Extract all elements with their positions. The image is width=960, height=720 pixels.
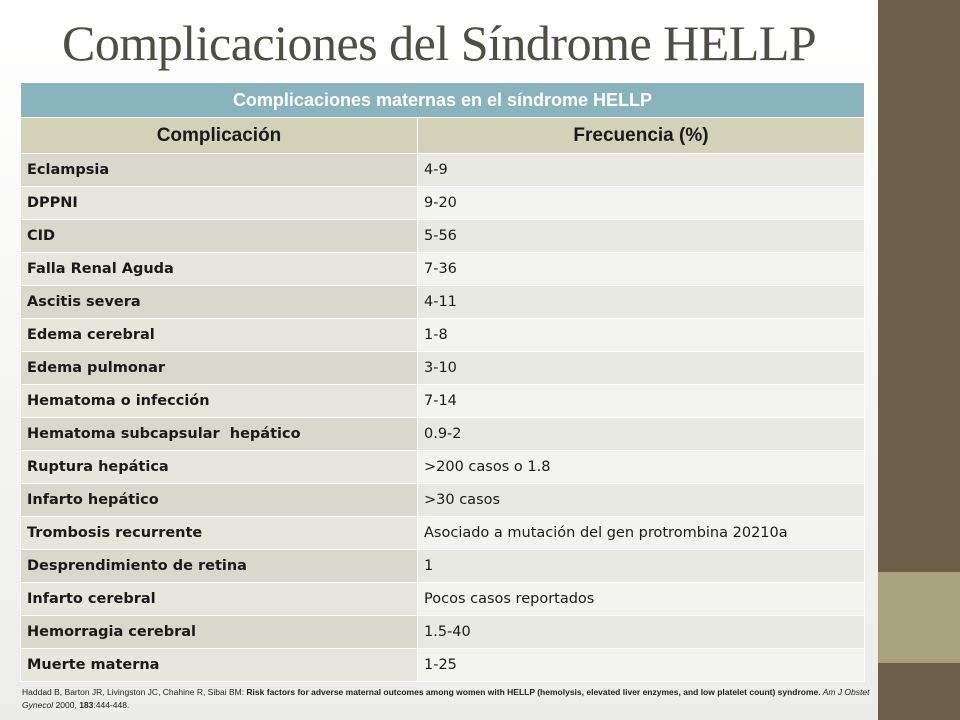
table-row xyxy=(21,286,865,319)
citation-article-title: Risk factors for adverse maternal outcomes among women with HELLP (hemolysis, elevated liver enzymes, and low platelet count) syndrome. xyxy=(246,687,821,697)
citation-authors: Haddad B, Barton JR, Livingston JC, Chahine R, Sibai BM: xyxy=(22,687,247,697)
reference-citation xyxy=(22,686,872,712)
frequency-cell: 1 xyxy=(418,550,865,583)
column-header-complication: Complicación xyxy=(21,118,418,154)
complications-table xyxy=(20,82,865,682)
table-row xyxy=(21,517,865,550)
complication-cell: Hematoma o infección xyxy=(21,385,418,418)
table-header-row xyxy=(21,118,865,154)
frequency-cell: 9-20 xyxy=(418,187,865,220)
table-row xyxy=(21,550,865,583)
complication-cell: Hematoma subcapsular hepático xyxy=(21,418,418,451)
table-row xyxy=(21,319,865,352)
complication-cell: Desprendimiento de retina xyxy=(21,550,418,583)
frequency-cell: 1.5-40 xyxy=(418,616,865,649)
table-row xyxy=(21,154,865,187)
complication-cell: Edema cerebral xyxy=(21,319,418,352)
table-row xyxy=(21,187,865,220)
complication-cell: Ruptura hepática xyxy=(21,451,418,484)
slide-title: Complicaciones del Síndrome HELLP xyxy=(62,15,817,71)
frequency-cell: 7-36 xyxy=(418,253,865,286)
frequency-cell: >200 casos o 1.8 xyxy=(418,451,865,484)
table-row xyxy=(21,385,865,418)
frequency-cell: 0.9-2 xyxy=(418,418,865,451)
frequency-cell: 3-10 xyxy=(418,352,865,385)
citation-journal: Am J Obstet Gynecol xyxy=(22,687,870,710)
complication-cell: Hemorragia cerebral xyxy=(21,616,418,649)
citation-year: 2000, xyxy=(53,700,80,710)
frequency-cell: 1-25 xyxy=(418,649,865,682)
frequency-cell: 5-56 xyxy=(418,220,865,253)
frequency-cell: Pocos casos reportados xyxy=(418,583,865,616)
citation-volume: 183 xyxy=(79,700,94,710)
table-caption-row xyxy=(21,83,865,118)
table-row xyxy=(21,253,865,286)
frequency-cell: 1-8 xyxy=(418,319,865,352)
table-row xyxy=(21,583,865,616)
complication-cell: CID xyxy=(21,220,418,253)
frequency-cell: Asociado a mutación del gen protrombina 20210a xyxy=(418,517,865,550)
frequency-cell: 4-9 xyxy=(418,154,865,187)
table-row xyxy=(21,220,865,253)
table-row xyxy=(21,649,865,682)
citation-pages: :444-448. xyxy=(93,700,130,710)
table-row xyxy=(21,451,865,484)
complication-cell: Falla Renal Aguda xyxy=(21,253,418,286)
frequency-cell: 7-14 xyxy=(418,385,865,418)
table-row xyxy=(21,484,865,517)
frequency-cell: >30 casos xyxy=(418,484,865,517)
table-row xyxy=(21,352,865,385)
complication-cell: Infarto cerebral xyxy=(21,583,418,616)
sidebar-decoration-light xyxy=(878,572,960,663)
table-row xyxy=(21,616,865,649)
frequency-cell: 4-11 xyxy=(418,286,865,319)
complication-cell: Infarto hepático xyxy=(21,484,418,517)
column-header-frequency: Frecuencia (%) xyxy=(418,118,865,154)
complication-cell: DPPNI xyxy=(21,187,418,220)
table-row xyxy=(21,418,865,451)
table-caption: Complicaciones maternas en el síndrome HELLP xyxy=(21,83,865,118)
complication-cell: Muerte materna xyxy=(21,649,418,682)
complication-cell: Eclampsia xyxy=(21,154,418,187)
complication-cell: Trombosis recurrente xyxy=(21,517,418,550)
complication-cell: Edema pulmonar xyxy=(21,352,418,385)
complication-cell: Ascitis severa xyxy=(21,286,418,319)
